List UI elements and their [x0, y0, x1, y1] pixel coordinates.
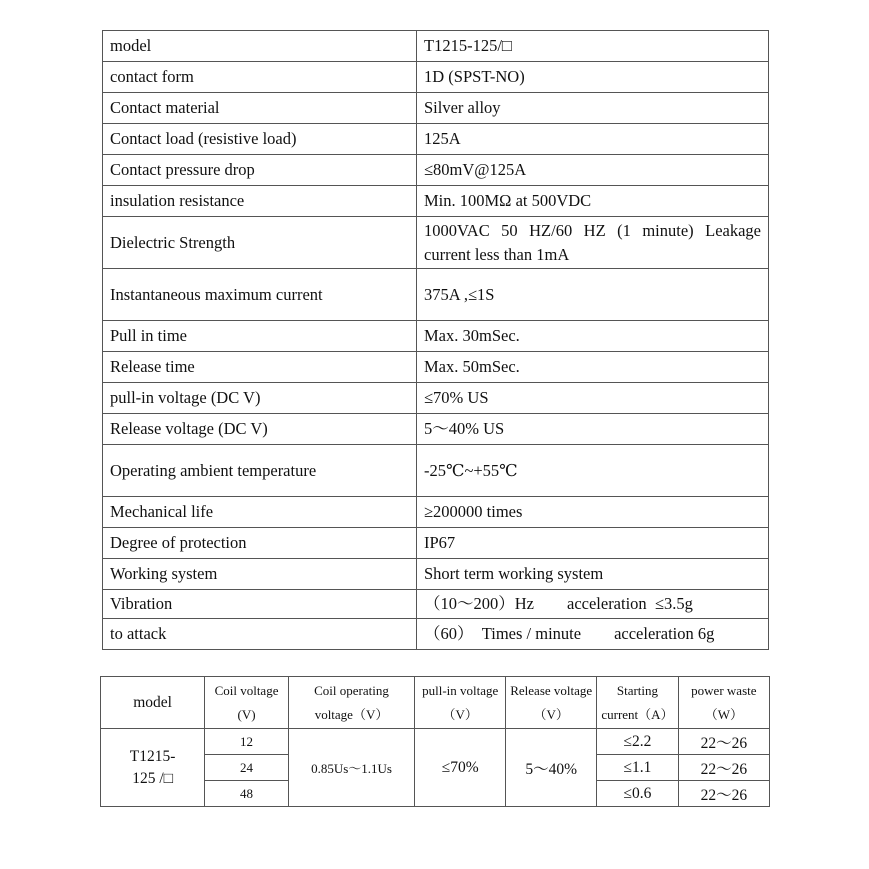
spec-label: Contact load (resistive load) [103, 124, 417, 155]
spec-value: Silver alloy [417, 93, 769, 124]
spec-row [103, 62, 769, 93]
spec-value: 5～40% US [417, 414, 769, 445]
coil-parameter-table [100, 676, 770, 807]
spec-row [103, 352, 769, 383]
spec-value: 1000VAC 50 HZ/60 HZ (1 minute) Leakage current less than 1mA [417, 217, 769, 269]
spec-value: -25℃~+55℃ [417, 445, 769, 497]
header-power-waste: power waste（W） [678, 677, 769, 729]
header-starting-current: Starting current（A） [597, 677, 678, 729]
header-release-voltage: Release voltage（V） [506, 677, 597, 729]
spec-label: Working system [103, 559, 417, 590]
starting-current: ≤1.1 [597, 755, 678, 781]
spec-label: Degree of protection [103, 528, 417, 559]
spec-row [103, 619, 769, 650]
power-waste: 22～26 [678, 781, 769, 807]
spec-label: Vibration [103, 590, 417, 619]
coil-header-row [101, 677, 770, 729]
spec-label: to attack [103, 619, 417, 650]
spec-label: Release time [103, 352, 417, 383]
spec-row [103, 124, 769, 155]
spec-value: Short term working system [417, 559, 769, 590]
power-waste: 22～26 [678, 729, 769, 755]
spec-row [103, 321, 769, 352]
spec-row [103, 217, 769, 269]
spec-value: T1215-125/□ [417, 31, 769, 62]
spec-value: Max. 30mSec. [417, 321, 769, 352]
spec-row [103, 269, 769, 321]
spec-label: contact form [103, 62, 417, 93]
spec-row [103, 528, 769, 559]
starting-current: ≤2.2 [597, 729, 678, 755]
coil-voltage: 24 [205, 755, 289, 781]
spec-value: 375A ,≤1S [417, 269, 769, 321]
spec-row [103, 155, 769, 186]
header-coil-voltage: Coil voltage (V) [205, 677, 289, 729]
pull-in-voltage: ≤70% [415, 729, 506, 807]
spec-row [103, 559, 769, 590]
coil-operating-voltage: 0.85Us～1.1Us [288, 729, 414, 807]
spec-value: Min. 100MΩ at 500VDC [417, 186, 769, 217]
spec-row [103, 497, 769, 528]
coil-model: T1215-125 /□ [101, 729, 205, 807]
spec-row [103, 186, 769, 217]
spec-label: Contact material [103, 93, 417, 124]
spec-label: Operating ambient temperature [103, 445, 417, 497]
spec-row [103, 31, 769, 62]
spec-value: ≤70% US [417, 383, 769, 414]
coil-voltage: 48 [205, 781, 289, 807]
spec-label: Instantaneous maximum current [103, 269, 417, 321]
power-waste: 22～26 [678, 755, 769, 781]
spec-value: Max. 50mSec. [417, 352, 769, 383]
spec-label: Contact pressure drop [103, 155, 417, 186]
starting-current: ≤0.6 [597, 781, 678, 807]
spec-value: 125A [417, 124, 769, 155]
spec-label: Release voltage (DC V) [103, 414, 417, 445]
spec-value: IP67 [417, 528, 769, 559]
spec-label: insulation resistance [103, 186, 417, 217]
coil-row [101, 729, 770, 755]
spec-value: ≥200000 times [417, 497, 769, 528]
specification-table [102, 30, 769, 650]
header-model: model [101, 677, 205, 729]
spec-label: pull-in voltage (DC V) [103, 383, 417, 414]
spec-row [103, 414, 769, 445]
spec-label: Mechanical life [103, 497, 417, 528]
spec-label: Pull in time [103, 321, 417, 352]
spec-value: （60） Times / minute acceleration 6g [417, 619, 769, 650]
header-pull-in-voltage: pull-in voltage（V） [415, 677, 506, 729]
spec-value: 1D (SPST-NO) [417, 62, 769, 93]
header-coil-operating-voltage: Coil operating voltage（V） [288, 677, 414, 729]
spec-value: ≤80mV@125A [417, 155, 769, 186]
release-voltage: 5～40% [506, 729, 597, 807]
spec-label: model [103, 31, 417, 62]
spec-row [103, 383, 769, 414]
spec-value: （10～200）Hz acceleration ≤3.5g [417, 590, 769, 619]
coil-voltage: 12 [205, 729, 289, 755]
spec-row [103, 93, 769, 124]
spec-label: Dielectric Strength [103, 217, 417, 269]
spec-row [103, 445, 769, 497]
spec-row [103, 590, 769, 619]
